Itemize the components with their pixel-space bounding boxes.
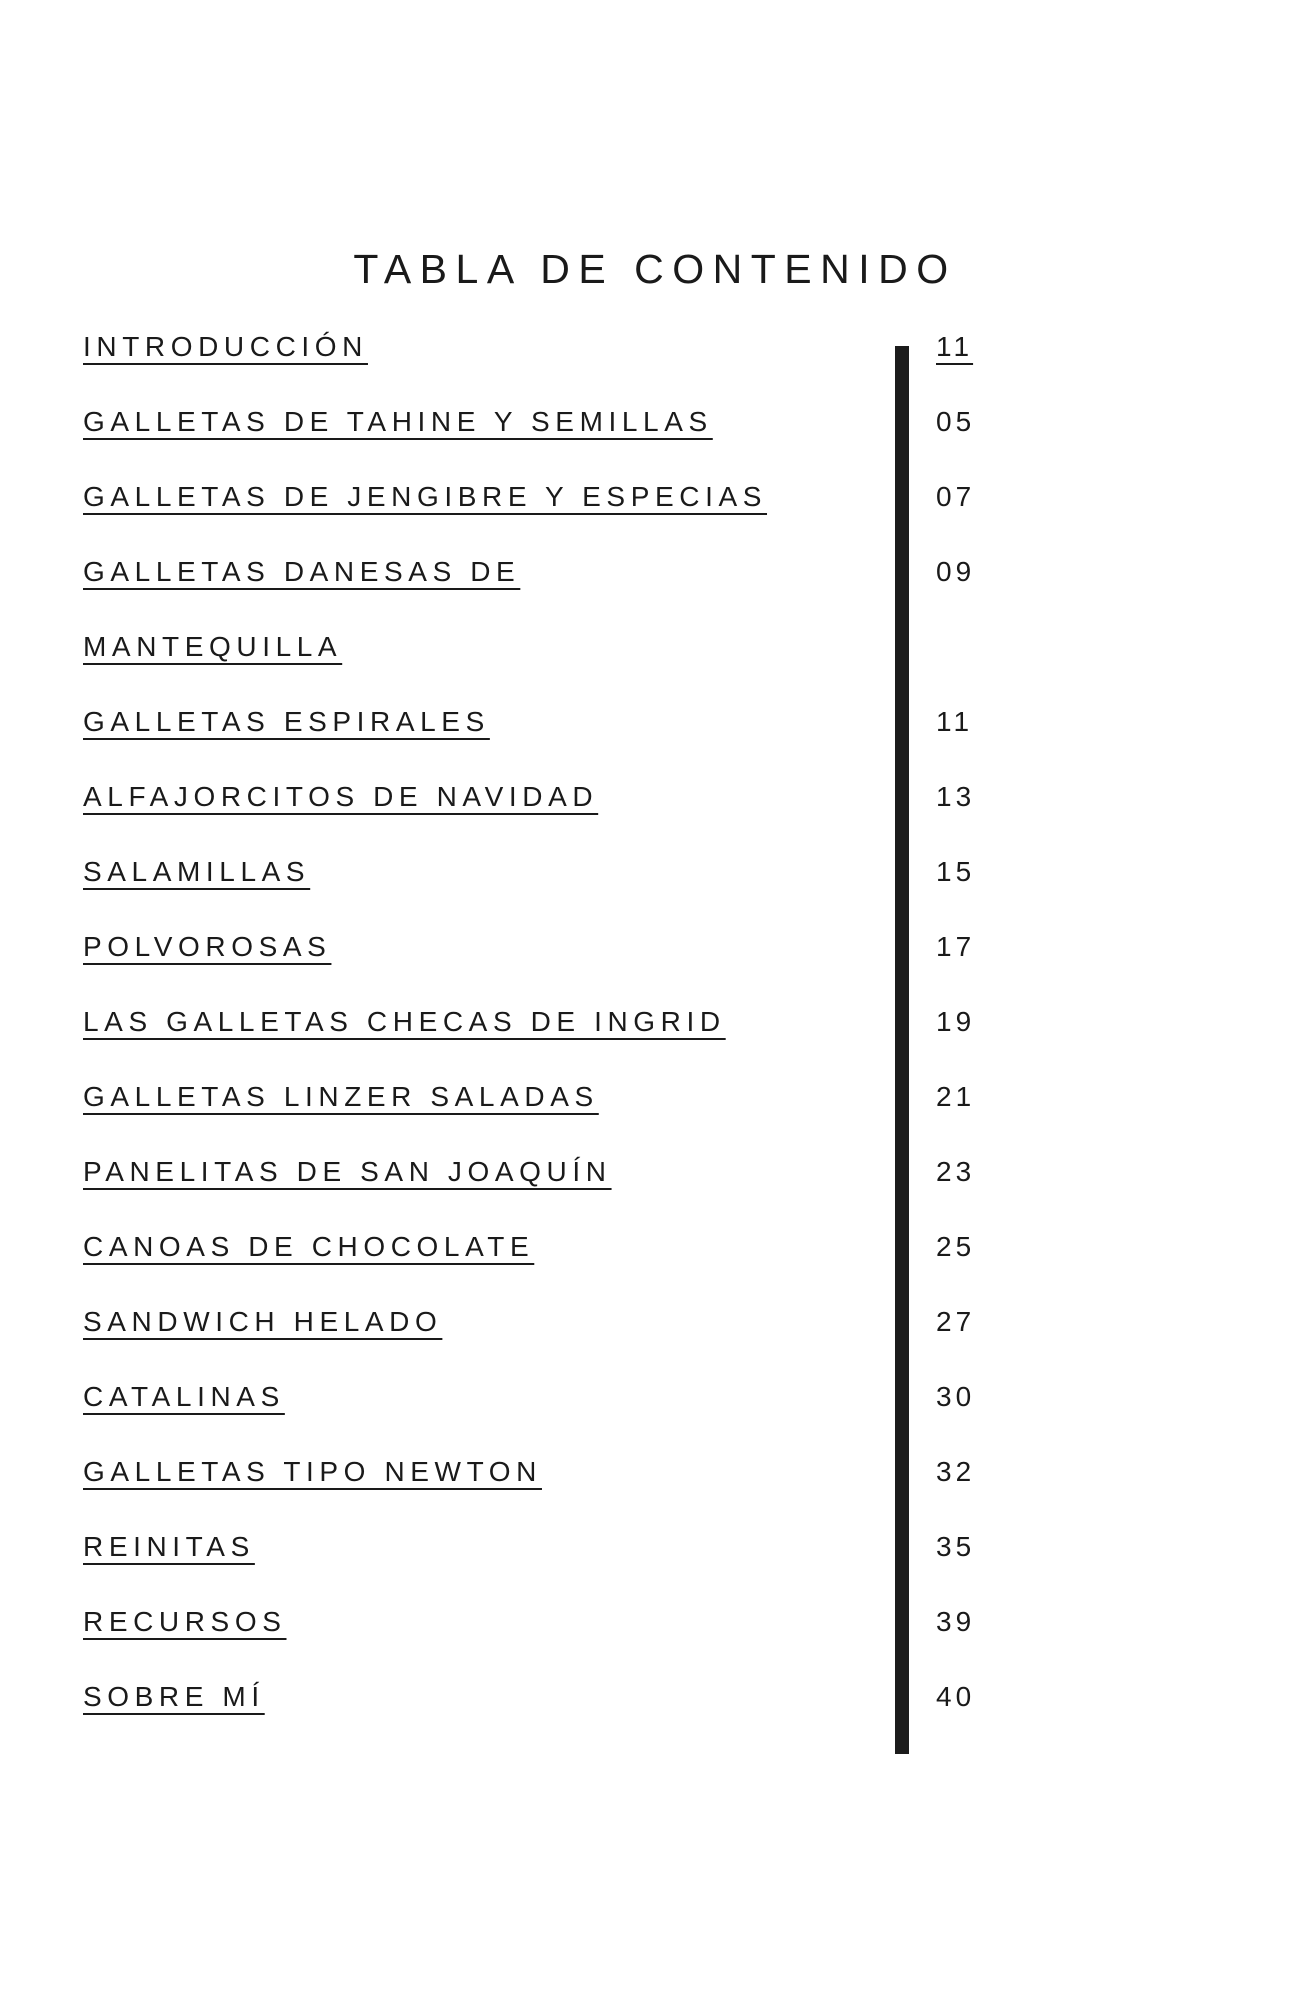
toc-entry-page-number: 21 xyxy=(936,1081,976,1112)
toc-entry-page-number: 25 xyxy=(936,1231,976,1262)
toc-entry-page-number: 17 xyxy=(936,931,976,962)
toc-entry-page-number: 40 xyxy=(936,1681,976,1712)
toc-entry-galletas-danesas[interactable] xyxy=(0,555,1294,630)
toc-entry-label[interactable]: SOBRE MÍ xyxy=(83,1681,265,1712)
toc-entry-page-number: 11 xyxy=(936,706,974,737)
toc-entry-page-number: 35 xyxy=(936,1531,976,1562)
toc-entry-label[interactable]: GALLETAS TIPO NEWTON xyxy=(83,1456,542,1487)
toc-entry-page-number: 15 xyxy=(936,856,976,887)
toc-entry-label[interactable]: GALLETAS DE TAHINE Y SEMILLAS xyxy=(83,406,713,437)
toc-entry-label[interactable]: INTRODUCCIÓN xyxy=(83,331,368,362)
toc-entry-panelitas[interactable] xyxy=(0,1155,1294,1230)
toc-entry-page-number: 39 xyxy=(936,1606,976,1637)
toc-entry-label[interactable]: LAS GALLETAS CHECAS DE INGRID xyxy=(83,1006,726,1037)
toc-entry-galletas-espirales[interactable] xyxy=(0,705,1294,780)
toc-entry-label[interactable]: SALAMILLAS xyxy=(83,856,311,887)
toc-entry-polvorosas[interactable] xyxy=(0,930,1294,1005)
toc-entry-sobre-mi[interactable] xyxy=(0,1680,1294,1755)
toc-entry-catalinas[interactable] xyxy=(0,1380,1294,1455)
toc-entry-page-number: 05 xyxy=(936,406,976,437)
toc-entry-alfajorcitos[interactable] xyxy=(0,780,1294,855)
toc-entry-label[interactable]: CATALINAS xyxy=(83,1381,285,1412)
toc-entry-introduccion[interactable] xyxy=(0,330,1294,405)
toc-entry-page-number: 09 xyxy=(936,556,976,587)
toc-entry-canoas[interactable] xyxy=(0,1230,1294,1305)
toc-entry-label[interactable]: CANOAS DE CHOCOLATE xyxy=(83,1231,535,1262)
toc-entry-label[interactable]: GALLETAS DE JENGIBRE Y ESPECIAS xyxy=(83,481,768,512)
table-of-contents xyxy=(0,330,1294,1755)
toc-entry-page-number: 32 xyxy=(936,1456,976,1487)
toc-entry-page-number: 27 xyxy=(936,1306,976,1337)
toc-entry-label[interactable]: PANELITAS DE SAN JOAQUÍN xyxy=(83,1156,612,1187)
toc-entry-reinitas[interactable] xyxy=(0,1530,1294,1605)
toc-entry-label[interactable]: GALLETAS ESPIRALES xyxy=(83,706,490,737)
toc-entry-galletas-checas[interactable] xyxy=(0,1005,1294,1080)
toc-entry-label[interactable]: ALFAJORCITOS DE NAVIDAD xyxy=(83,781,599,812)
toc-entry-label[interactable]: SANDWICH HELADO xyxy=(83,1306,443,1337)
toc-entry-page-number: 19 xyxy=(936,1006,976,1037)
toc-entry-galletas-newton[interactable] xyxy=(0,1455,1294,1530)
toc-entry-page-number: 23 xyxy=(936,1156,976,1187)
toc-entry-galletas-linzer[interactable] xyxy=(0,1080,1294,1155)
toc-entry-sandwich-helado[interactable] xyxy=(0,1305,1294,1380)
toc-entry-page-number: 07 xyxy=(936,481,976,512)
toc-entry-salamillas[interactable] xyxy=(0,855,1294,930)
toc-entry-page-number[interactable]: 11 xyxy=(936,331,974,362)
toc-entry-label[interactable]: MANTEQUILLA xyxy=(83,631,343,662)
toc-entry-label[interactable]: GALLETAS LINZER SALADAS xyxy=(83,1081,599,1112)
toc-entry-page-number: 30 xyxy=(936,1381,976,1412)
toc-entry-galletas-tahine[interactable] xyxy=(0,405,1294,480)
toc-entry-label[interactable]: POLVOROSAS xyxy=(83,931,332,962)
toc-entry-galletas-danesas-continued[interactable] xyxy=(0,630,1294,705)
toc-entry-label[interactable]: GALLETAS DANESAS DE xyxy=(83,556,521,587)
toc-entry-label[interactable]: REINITAS xyxy=(83,1531,255,1562)
toc-entry-label[interactable]: RECURSOS xyxy=(83,1606,287,1637)
toc-entry-galletas-jengibre[interactable] xyxy=(0,480,1294,555)
toc-entry-page-number: 13 xyxy=(936,781,976,812)
page-title: TABLA DE CONTENIDO xyxy=(353,246,957,293)
toc-entry-recursos[interactable] xyxy=(0,1605,1294,1680)
